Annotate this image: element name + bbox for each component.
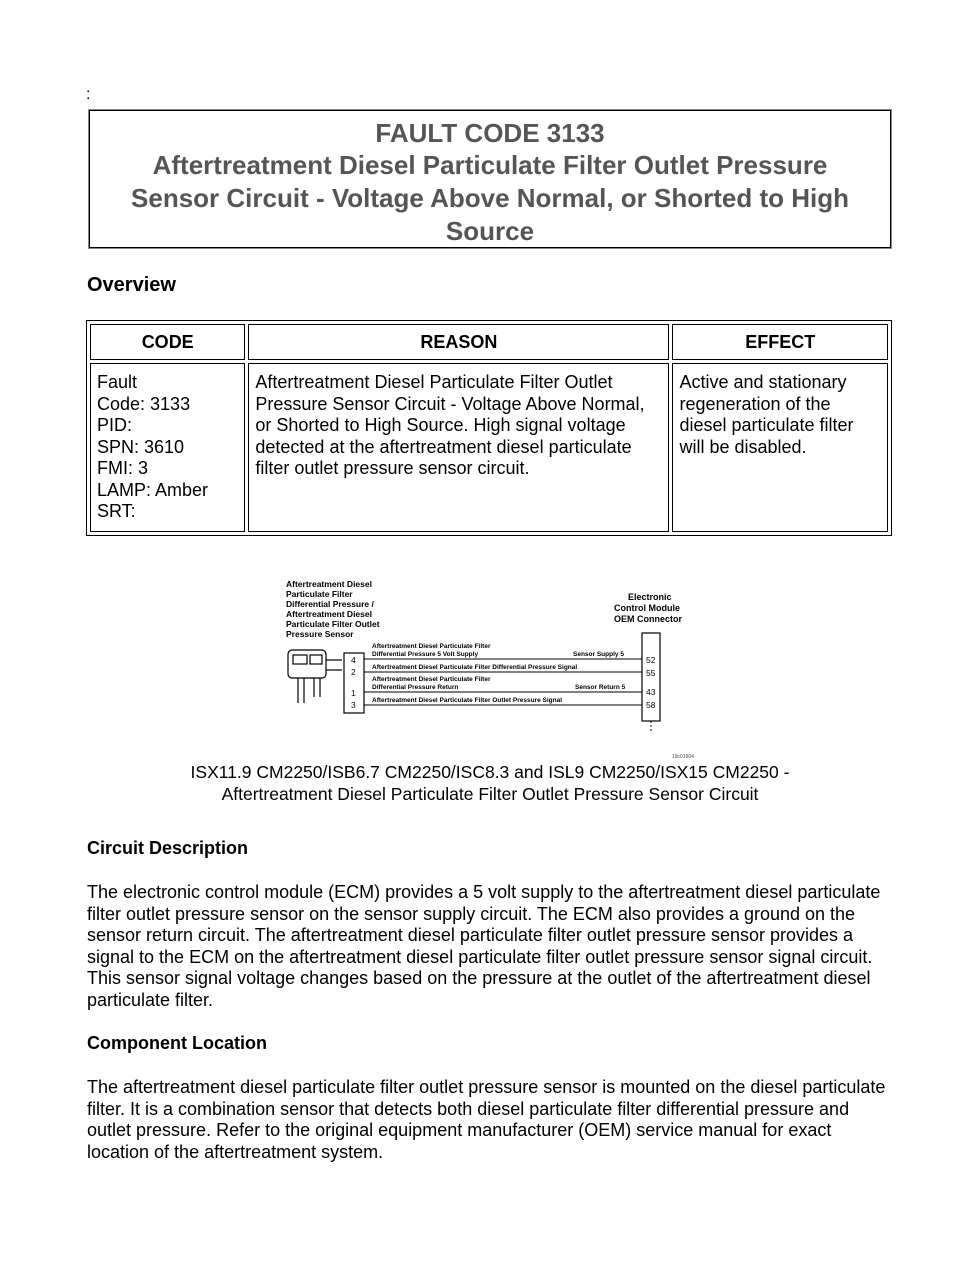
code-line: SRT: [97,501,136,521]
sensor-label-line: Aftertreatment Diesel [286,609,372,619]
page-marker: : [86,86,91,103]
wire-label: Differential Pressure 5 Volt Supply [372,651,479,658]
fault-code-title: FAULT CODE 3133 [375,118,605,148]
component-location-heading: Component Location [87,1033,267,1053]
caption-line: ISX11.9 CM2250/ISB6.7 CM2250/ISC8.3 and ISL9 CM2250/ISX15 CM2250 - [190,762,790,782]
sensor-icon [288,650,342,703]
wire-label: Aftertreatment Diesel Particulate Filter Outlet Pressure Signal [372,697,563,704]
code-line: SPN: 3610 [97,436,185,457]
ecm-label-line: Electronic [628,592,672,602]
ecm-label-line: OEM Connector [614,614,683,624]
header-reason: REASON [248,324,669,360]
ecm-label [614,592,682,624]
ecm-label-line: Control Module [614,603,680,613]
code-line: Code: 3133 [97,393,191,414]
code-line: FMI: 3 [97,458,149,478]
figure-id: 19c01604 [672,754,694,760]
wire-label: Aftertreatment Diesel Particulate Filter Differential Pressure Signal [372,664,578,671]
wire-label: Differential Pressure Return [372,684,459,691]
fault-description-title: Aftertreatment Diesel Particulate Filter Outlet Pressure Sensor Circuit - Voltage Above Normal, or Shorted to High Source [131,150,849,246]
pins-left [351,655,356,710]
code-line: LAMP: Amber [97,479,209,500]
pin-label: 1 [351,688,356,698]
pin-label: 58 [646,700,656,710]
sensor-label-line: Aftertreatment Diesel [286,579,372,589]
wire-labels [372,643,626,704]
table-header-row [90,324,888,360]
sensor-label-line: Particulate Filter [286,589,353,599]
sensor-label [286,579,380,639]
circuit-description-heading: Circuit Description [87,838,249,858]
pin-label: 4 [351,655,356,665]
pin-label: 55 [646,668,656,678]
sensor-label-line: Pressure Sensor [286,629,354,639]
pin-label: 52 [646,655,656,665]
title-box [89,110,891,248]
sensor-label-line: Differential Pressure / [286,599,374,609]
figure-caption [120,761,860,805]
reason-cell: Aftertreatment Diesel Particulate Filter Outlet Pressure Sensor Circuit - Voltage Above Normal, or Shorted to High Source. High signal voltage detected at the aftertreatment diesel particulate filter outlet pressure sensor circuit. [248,363,669,532]
code-line: Fault [97,372,138,392]
header-effect: EFFECT [672,324,888,360]
header-code: CODE [90,324,245,360]
component-location-text: The aftertreatment diesel particulate filter outlet pressure sensor is mounted on the diesel particulate filter. It is a combination sensor that detects both diesel particulate filter differential pressure and outlet pressure. Refer to the original equipment manufacturer (OEM) service manual for exact location of the aftertreatment system. [87,1077,886,1162]
sensor-label-line: Particulate Filter Outlet [286,619,380,629]
overview-heading: Overview [87,274,176,296]
wire-label: Sensor Supply 5 [573,651,624,658]
pin-label: 2 [351,667,356,677]
wire-label: Aftertreatment Diesel Particulate Filter [372,676,491,683]
wire-label: Sensor Return 5 [575,684,626,691]
circuit-description-text: The electronic control module (ECM) provides a 5 volt supply to the aftertreatment diesel particulate filter outlet pressure sensor on the sensor supply circuit. The ECM also provides a ground on the sensor return circuit. The aftertreatment diesel particulate filter outlet pressure sensor provides a signal to the ECM on the aftertreatment diesel particulate filter outlet pressure sensor signal circuit. This sensor signal voltage changes based on the pressure at the outlet of the aftertreatment diesel particulate filter. [87,882,881,1010]
pin-label: 3 [351,700,356,710]
pin-label: 43 [646,687,656,697]
caption-line: Aftertreatment Diesel Particulate Filter Outlet Pressure Sensor Circuit [221,784,759,804]
wire-label: Aftertreatment Diesel Particulate Filter [372,643,491,650]
effect-cell: Active and stationary regeneration of the diesel particulate filter will be disabled. [672,363,888,532]
table-row [90,363,888,532]
circuit-diagram [280,575,700,760]
code-line: PID: [97,415,133,435]
pins-right [646,655,656,710]
fault-table [86,320,892,536]
code-cell [90,363,245,532]
